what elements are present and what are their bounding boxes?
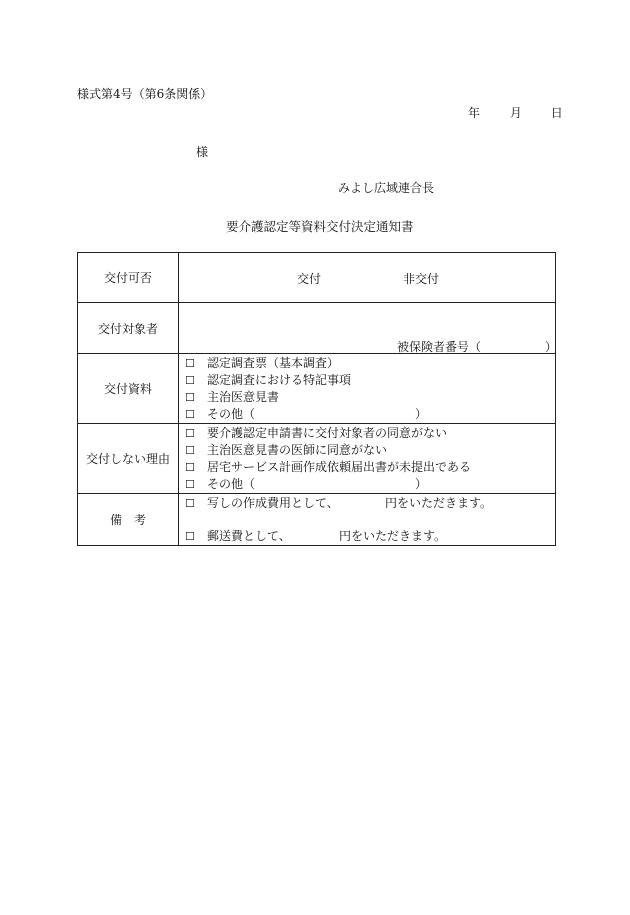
document-title: 要介護認定等資料交付決定通知書 <box>226 219 414 234</box>
insured-number-label: 被保険者番号（ <box>397 340 482 354</box>
insured-number-close: ） <box>545 340 558 354</box>
date-line <box>468 104 563 121</box>
delivery-options-cell <box>179 253 556 303</box>
documents-cell <box>179 354 556 424</box>
row-delivery-decision <box>78 253 556 303</box>
addressee-suffix: 様 <box>196 145 209 159</box>
date-year: 年 <box>468 106 481 120</box>
date-month: 月 <box>509 106 522 120</box>
checkbox-icon[interactable]: ☐ <box>185 530 195 543</box>
row-documents <box>78 354 556 424</box>
document-item: ☐ 認定調査における特記事項 <box>185 373 352 387</box>
option-not-deliver[interactable]: 非交付 <box>403 272 440 286</box>
row-label: 交付資料 <box>78 354 179 424</box>
reason-item: ☐ 居宅サービス計画作成依頼届出書が未提出である <box>185 460 472 474</box>
checkbox-icon[interactable]: ☐ <box>185 408 195 421</box>
checkbox-icon[interactable]: ☐ <box>185 357 195 370</box>
checkbox-icon[interactable]: ☐ <box>185 461 195 474</box>
notice-table <box>77 252 556 546</box>
reason-item: ☐ 主治医意見書の医師に同意がない <box>185 443 388 457</box>
form-number: 様式第4号（第6条関係） <box>77 87 213 101</box>
remark-copy-fee: ☐ 写しの作成費用として、 円をいただきます。 <box>185 496 493 510</box>
document-item: ☐ 主治医意見書 <box>185 390 280 404</box>
reason-item: ☐ 要介護認定申請書に交付対象者の同意がない <box>185 426 448 440</box>
row-label: 交付対象者 <box>78 303 179 354</box>
row-reasons <box>78 424 556 494</box>
document-item: ☐ 認定調査票（基本調査） <box>185 356 340 370</box>
checkbox-icon[interactable]: ☐ <box>185 444 195 457</box>
sender-name: みよし広域連合長 <box>338 181 435 195</box>
date-day: 日 <box>550 106 563 120</box>
checkbox-icon[interactable]: ☐ <box>185 374 195 387</box>
remark-postage-fee: ☐ 郵送費として、 円をいただきます。 <box>185 529 447 543</box>
row-label: 交付可否 <box>78 253 179 303</box>
document-item-other: ☐ その他（ ） <box>185 407 428 421</box>
option-deliver[interactable]: 交付 <box>297 272 322 286</box>
remarks-cell <box>179 494 556 546</box>
recipient-cell <box>179 303 556 354</box>
row-recipient <box>78 303 556 354</box>
checkbox-icon[interactable]: ☐ <box>185 497 195 510</box>
reasons-cell <box>179 424 556 494</box>
checkbox-icon[interactable]: ☐ <box>185 391 195 404</box>
row-label: 交付しない理由 <box>78 424 179 494</box>
checkbox-icon[interactable]: ☐ <box>185 478 195 491</box>
reason-item-other: ☐ その他（ ） <box>185 477 428 491</box>
row-label: 備 考 <box>78 494 179 546</box>
checkbox-icon[interactable]: ☐ <box>185 427 195 440</box>
row-remarks <box>78 494 556 546</box>
